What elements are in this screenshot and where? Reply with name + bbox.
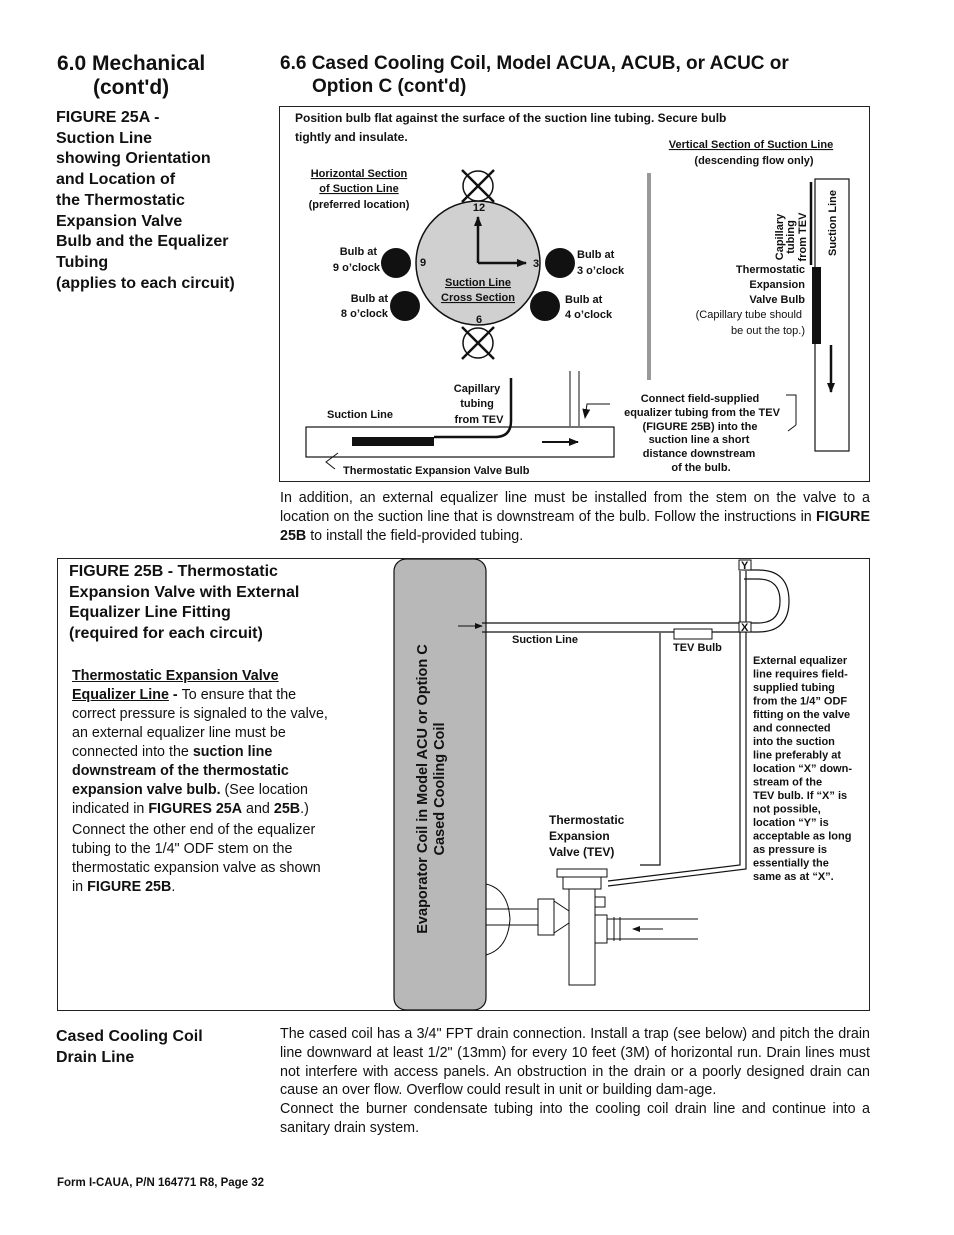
caption-line: FIGURE 25A - xyxy=(56,109,160,126)
tev-bulb-label: TEV Bulb xyxy=(673,642,722,654)
tev-valve-icon xyxy=(486,869,698,985)
bulb-3-label2: 3 o’clock xyxy=(577,265,625,277)
figure-ref: FIGURE 25B xyxy=(87,879,172,895)
vertical-section-note: (descending flow only) xyxy=(694,155,814,167)
note-line: location “X” down- xyxy=(753,763,852,775)
horizontal-capillary-label3: from TEV xyxy=(454,414,504,426)
equalizer-subtitle-1: Thermostatic Expansion Valve xyxy=(72,668,279,684)
figure-ref: FIGURES 25A xyxy=(148,801,243,817)
vertical-tev-label1: Thermostatic xyxy=(735,264,805,276)
horizontal-bulb-label: Thermostatic Expansion Valve Bulb xyxy=(343,465,530,477)
figure-25b-caption xyxy=(69,562,369,644)
horizontal-capillary-label1: Capillary xyxy=(453,383,501,395)
drain-paragraph-1: The cased coil has a 3/4" FPT drain connection. Install a trap (see below) and pitch the drain line downward at least 1/2" (13mm) for every 10 feet (3M) of horizontal run. Drain lines must not interfere with access panels. An obstruction in the drain or a poorly designed drain can cause an over flow. Overflow could result in unit or building dam-age. xyxy=(280,1026,870,1099)
coil-label-line2: Cased Cooling Coil xyxy=(432,722,448,856)
equalizer-paragraph xyxy=(280,489,870,545)
connect-note-line2: equalizer tubing from the TEV xyxy=(624,407,780,419)
bulb-9-label1: Bulb at xyxy=(339,246,377,258)
drain-heading-line1: Cased Cooling Coil xyxy=(56,1028,203,1045)
note-line: essentially the xyxy=(753,857,829,870)
horizontal-section-title: Horizontal Section xyxy=(310,168,408,180)
location-x-label: X xyxy=(741,622,749,634)
drain-heading-line2: Drain Line xyxy=(56,1049,135,1066)
instruction-text: and xyxy=(242,801,274,817)
caption-line: showing Orientation xyxy=(56,150,211,168)
connect-note-line4: suction line a short xyxy=(648,434,750,446)
suction-line-upper xyxy=(482,579,780,623)
note-line: into the suction xyxy=(753,736,835,748)
instruction-text: . xyxy=(171,879,176,895)
drain-paragraph-2: Connect the burner condensate tubing into the cooling coil drain line and continue into a sanitary drain system. xyxy=(280,1101,870,1136)
tev-bulb-on-line xyxy=(674,629,712,639)
equalizer-line xyxy=(608,571,746,886)
bulb-9-oclock-icon xyxy=(381,248,411,278)
vertical-capillary-label2: tubing xyxy=(785,220,797,254)
equalizer-dash: - xyxy=(168,687,182,703)
instruction-bold: suction line downstream of the thermostatic expansion valve bulb. xyxy=(72,744,289,798)
connect-note-line6: of the bulb. xyxy=(671,462,731,474)
vertical-tev-label3: Valve Bulb xyxy=(749,294,805,306)
section-heading-line2: (cont'd) xyxy=(93,76,170,99)
bulb-4-label2: 4 o’clock xyxy=(565,309,613,321)
instruction-text: To ensure that the correct pressure is signaled to the valve, an external equalizer line must be connected into the xyxy=(72,687,328,760)
bulb-4-label1: Bulb at xyxy=(565,294,603,306)
connect-note-line3: (FIGURE 25B) into the xyxy=(642,421,758,433)
subsection-heading-line2: Option C (cont'd) xyxy=(312,76,467,97)
vertical-tev-label2: Expansion xyxy=(749,279,805,291)
figure-25a-diagram xyxy=(279,106,870,482)
page-footer: Form I-CAUA, P/N 164771 R8, Page 32 xyxy=(57,1177,265,1189)
note-line: line preferably at xyxy=(753,749,842,762)
equalizer-instructions-p2 xyxy=(72,821,332,897)
vertical-tev-note1: (Capillary tube should xyxy=(695,309,802,321)
horizontal-tev-bulb xyxy=(352,437,434,446)
connect-arrow-right-icon xyxy=(788,425,796,431)
bulb-8-label2: 8 o’clock xyxy=(340,308,388,320)
note-line: fitting on the valve xyxy=(753,709,851,721)
capillary-tube xyxy=(640,633,660,865)
instruction-text: Connect the other end of the equalizer tubing to the 1/4" ODF stem on the thermostatic expansion valve as shown in xyxy=(72,822,321,895)
note-line: stream of the xyxy=(753,776,823,789)
caption-line: Bulb and the Equalizer xyxy=(56,233,229,251)
x-mark-12-oclock-icon xyxy=(462,170,494,202)
x-mark-6-oclock-icon xyxy=(462,327,494,359)
note-line: TEV bulb. If “X” is xyxy=(753,790,848,802)
caption-line: the Thermostatic xyxy=(56,191,185,209)
note-line: acceptable as long xyxy=(753,830,852,843)
tev-label3: Valve (TEV) xyxy=(549,845,615,859)
suction-line-label: Suction Line xyxy=(512,634,578,646)
equalizer-instructions xyxy=(72,667,332,899)
caption-line: (applies to each circuit) xyxy=(56,274,235,292)
section-heading xyxy=(57,52,205,100)
caption-line: Equalizer Line Fitting xyxy=(69,604,231,621)
bulb-instruction-line2: tightly and insulate. xyxy=(295,130,408,144)
equalizer-line-inner xyxy=(608,571,740,881)
note-line: same as at “X”. xyxy=(753,871,834,883)
instruction-text: (See location indicated in xyxy=(72,782,308,817)
subsection-heading xyxy=(280,52,789,98)
vertical-section-title: Vertical Section of Suction Line xyxy=(668,139,834,151)
figure-ref: 25B xyxy=(273,801,301,817)
clock-12-label: 12 xyxy=(472,202,486,214)
caption-line: FIGURE 25B - Thermostatic xyxy=(69,563,278,580)
figure-ref: FIGURE 25B xyxy=(280,508,870,544)
equalizer-instructions-p1 xyxy=(72,667,332,819)
coil-label-line1: Evaporator Coil in Model ACU or Option C xyxy=(415,644,431,934)
bulb-instruction-line1: Position bulb flat against the surface of the suction line tubing. Secure bulb xyxy=(295,111,727,125)
note-line: location “Y” is xyxy=(753,817,829,829)
vertical-capillary-label3: from TEV xyxy=(797,212,809,262)
vertical-capillary-label1: Capillary xyxy=(774,213,786,261)
clock-3-label: 3 xyxy=(532,258,540,270)
section-heading-line1: 6.0 Mechanical xyxy=(57,52,206,75)
cross-section-label2: Cross Section xyxy=(441,292,515,304)
cross-section-circle xyxy=(416,201,540,326)
bulb-3-oclock-icon xyxy=(545,248,575,278)
bulb-3-label1: Bulb at xyxy=(577,249,615,261)
subsection-heading-line1: 6.6 Cased Cooling Coil, Model ACUA, ACUB, or ACUC or xyxy=(280,53,789,74)
bulb-9-label2: 9 o’clock xyxy=(332,262,380,274)
connect-arrow-left-icon xyxy=(585,404,610,418)
bulb-4-oclock-icon xyxy=(530,291,560,321)
bulb-8-oclock-icon xyxy=(390,291,420,321)
caption-line: and Location of xyxy=(56,171,176,189)
horizontal-section-title2: of Suction Line xyxy=(319,183,399,195)
vertical-suction-label: Suction Line xyxy=(827,190,839,256)
clock-9-label: 9 xyxy=(419,257,427,269)
note-line: and connected xyxy=(753,722,831,735)
suction-line-diagram xyxy=(280,107,869,481)
note-line: not possible, xyxy=(753,803,821,816)
caption-line: Suction Line xyxy=(56,129,152,147)
note-line: as pressure is xyxy=(753,844,827,856)
equalizer-paragraph-end: to install the field-provided tubing. xyxy=(306,527,524,544)
drain-line-text xyxy=(280,1025,870,1138)
connect-note-line1: Connect field-supplied xyxy=(640,393,760,405)
note-line: from the 1/4” ODF xyxy=(753,695,848,708)
cross-section-label1: Suction Line xyxy=(445,277,511,289)
caption-line: Tubing xyxy=(56,253,109,271)
horizontal-capillary-label2: tubing xyxy=(460,398,494,410)
equalizer-paragraph-text: In addition, an external equalizer line must be installed from the stem on the valve to a location on the suction line that is downstream of the bulb. Follow the instructions in xyxy=(280,490,870,525)
note-line: External equalizer xyxy=(753,655,848,667)
tev-label2: Expansion xyxy=(549,829,610,843)
caption-line: Expansion Valve xyxy=(56,212,183,230)
tev-label1: Thermostatic xyxy=(549,813,625,827)
equalizer-subtitle-2: Equalizer Line xyxy=(72,687,169,703)
caption-line: Expansion Valve with External xyxy=(69,583,300,601)
note-line: supplied tubing xyxy=(753,682,835,694)
location-y-label: Y xyxy=(741,560,749,572)
connect-note-line5: distance downstream xyxy=(642,448,756,460)
note-line: line requires field- xyxy=(753,668,848,681)
instruction-text: .) xyxy=(300,801,309,817)
figure-25a-caption xyxy=(56,108,271,294)
external-equalizer-note xyxy=(753,655,852,883)
caption-line: (required for each circuit) xyxy=(69,624,263,642)
vertical-tev-note2: be out the top.) xyxy=(731,325,805,337)
vertical-tev-bulb xyxy=(812,267,821,344)
horizontal-suction-label: Suction Line xyxy=(327,409,393,421)
drain-line-heading xyxy=(56,1026,256,1068)
horizontal-section-note: (preferred location) xyxy=(308,199,410,211)
connect-leader-right xyxy=(786,395,796,425)
bulb-8-label1: Bulb at xyxy=(350,293,388,305)
clock-6-label: 6 xyxy=(475,314,483,326)
